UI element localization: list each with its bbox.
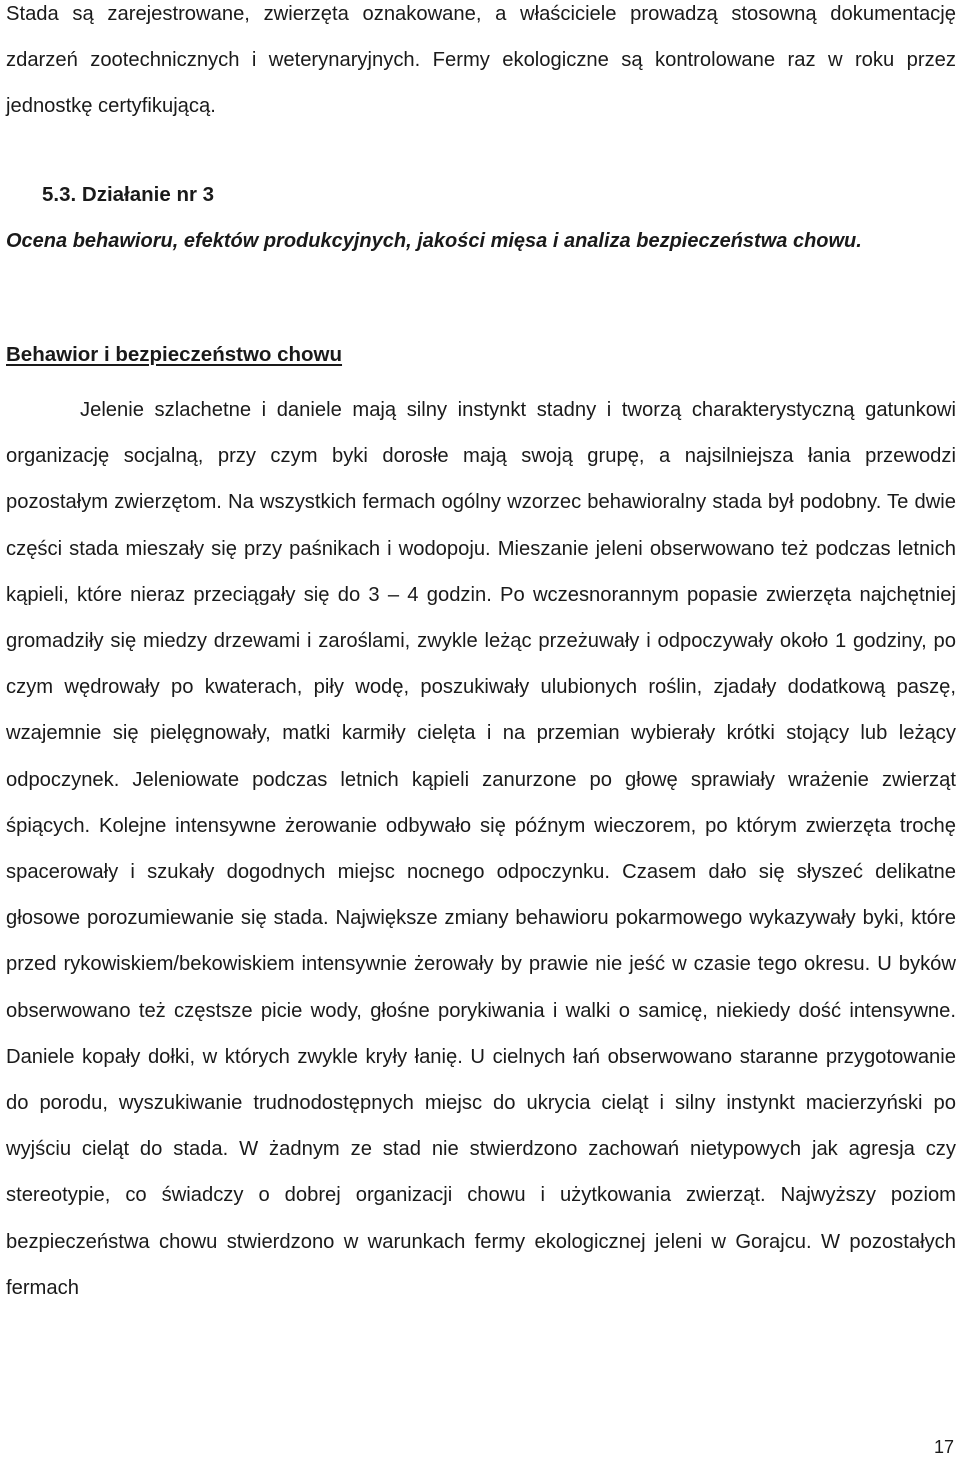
section-heading: 5.3. Działanie nr 3 [42,183,215,206]
subheading-behavior-safety: Behawior i bezpieczeństwo chowu [6,343,343,366]
section-subtitle: Ocena behawioru, efektów produkcyjnych, jakości mięsa i analiza bezpieczeństwa chowu. [6,230,862,252]
intro-paragraph: Stada są zarejestrowane, zwierzęta oznakowane, a właściciele prowadzą stosowną dokumentację zdarzeń zootechnicznych i weterynaryjnych. Fermy ekologiczne są kontrolowane raz w roku przez jednostkę certyfikującą. [6,3,956,117]
page-number: 17 [933,1437,954,1457]
document-page [6,0,956,1299]
body-paragraph: Jelenie szlachetne i daniele mają silny instynkt stadny i tworzą charakterystyczną gatunkowi organizację socjalną, przy czym byki dorosłe mają swoją grupę, a najsilniejsza łania przewodzi pozostałym zwierzętom. Na wszystkich fermach ogólny wzorzec behawioralny stada był podobny. Te dwie części stada mieszały się przy paśnikach i wodopoju. Mieszanie jeleni obserwowano też podczas letnich kąpieli, które nieraz przeciągały się do 3 – 4 godzin. Po wczesnorannym popasie zwierzęta najchętniej gromadziły się miedzy drzewami i zaroślami, zwykle leżąc przeżuwały i odpoczywały około 1 godziny, po czym wędrowały po kwaterach, piły wodę, poszukiwały ulubionych roślin, zjadały dodatkową paszę, wzajemnie się pielęgnowały, matki karmiły cielęta i na przemian wybierały krótki stojący lub leżący odpoczynek. Jeleniowate podczas letnich kąpieli zanurzone po głowę sprawiały wrażenie zwierząt śpiących. Kolejne intensywne żerowanie odbywało się późnym wieczorem, po którym zwierzęta trochę spacerowały i szukały dogodnych miejsc nocnego odpoczynku. Czasem dało się słyszeć delikatne głosowe porozumiewanie się stada. Największe zmiany behawioru pokarmowego wykazywały byki, które przed rykowiskiem/bekowiskiem intensywnie żerowały by prawie nie jeść w czasie tego okresu. U byków obserwowano też częstsze picie wody, głośne porykiwania i walki o samicę, niekiedy dość intensywne. Daniele kopały dołki, w których zwykle kryły łanię. U cielnych łań obserwowano staranne przygotowanie do porodu, wyszukiwanie trudnodostępnych miejsc do ukrycia cieląt i silny instynkt macierzyński po wyjściu cieląt do stada. W żadnym ze stad nie stwierdzono zachowań nietypowych jak agresja czy stereotypie, co świadczy o dobrej organizacji chowu i użytkowania zwierząt. Najwyższy poziom bezpieczeństwa chowu stwierdzono w warunkach fermy ekologicznej jeleni w Gorajcu. W pozostałych fermach [6,399,956,1299]
body-section [6,387,956,1311]
